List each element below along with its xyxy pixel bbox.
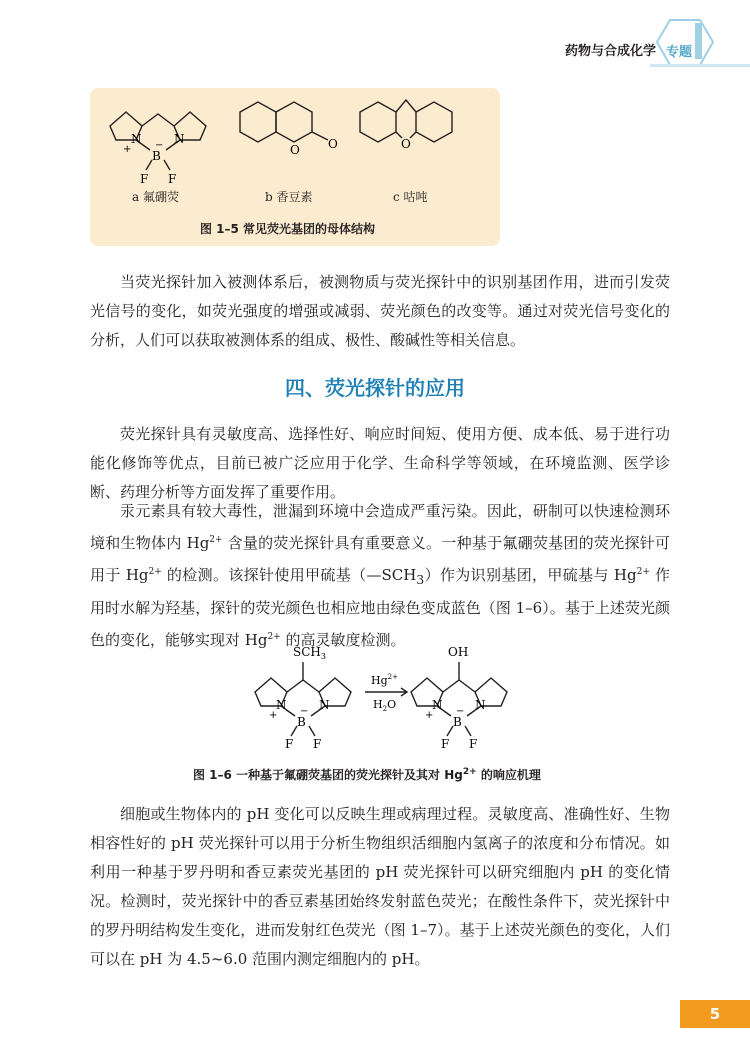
paragraph-2: 荧光探针具有灵敏度高、选择性好、响应时间短、使用方便、成本低、易于进行功能化修饰等优点，目前已被广泛应用于化学、生命科学等领域，在环境监测、医学诊断、药理分析等方面发挥了重要作用。 xyxy=(90,425,670,501)
fig6-left-f2: F xyxy=(313,737,322,751)
fig6-right-b: B xyxy=(453,715,462,729)
fig5-charge-minus: − xyxy=(155,140,164,151)
fig6-right-plus: + xyxy=(425,710,434,721)
fig5-atom-f2: F xyxy=(168,172,177,186)
fig5-coumarin-o1: O xyxy=(290,143,300,157)
fig6-substituent-oh: OH xyxy=(448,645,469,659)
fig6-right-f2: F xyxy=(469,737,478,751)
figure-1-5-structures xyxy=(90,88,500,188)
header-rule xyxy=(650,64,750,67)
figure-1-5-caption: 图 1–5 常见荧光基团的母体结构 xyxy=(200,222,376,236)
fig6-left-b: B xyxy=(297,715,306,729)
figure-1-6-caption: 图 1–6 一种基于氟硼荧基团的荧光探针及其对 $Hg^{2+}$ 的响应机理 xyxy=(193,767,541,782)
fig5-xanthene-o: O xyxy=(401,137,411,151)
fig5-label-c: c 咕吨 xyxy=(393,190,428,204)
section-heading: 四、荧光探针的应用 xyxy=(285,376,465,400)
fig6-left-plus: + xyxy=(269,710,278,721)
fig5-atom-n2: N xyxy=(174,132,185,146)
page-number: 5 xyxy=(680,1000,750,1028)
fig5-atom-f1: F xyxy=(140,172,149,186)
fig6-reagent-hg: $Hg^{2+}$ xyxy=(371,673,398,687)
paragraph-3: 汞元素具有较大毒性，泄漏到环境中会造成严重污染。因此，研制可以快速检测环境和生物体内 $Hg^{2+}$ 含量的荧光探针具有重要意义。一种基于氟硼荧基团的荧光探针可用于 $Hg^{2+}$ 的检测。该探针使用甲硫基$(—SCH_3)$作为识别基团，甲硫基与 $Hg^{2+}$ 作用时水解为羟基，探针的荧光颜色也相应地由绿色变成蓝色（图 1–6）。基于上述荧光颜色的变化，能够实现对 $Hg^{2+}$ 的高灵敏度检测。 xyxy=(90,502,671,649)
paragraph-1: 当荧光探针加入被测体系后，被测物质与荧光探针中的识别基团作用，进而引发荧光信号的变化，如荧光强度的增强或减弱、荧光颜色的改变等。通过对荧光信号变化的分析，人们可以获取被测体系的组成、极性、酸碱性等相关信息。 xyxy=(90,273,670,349)
fig6-left-minus: − xyxy=(300,706,309,717)
fig5-label-b: b 香豆素 xyxy=(265,190,313,204)
fig6-left-n1: N xyxy=(276,698,287,712)
fig6-right-f1: F xyxy=(441,737,450,751)
figure-1-6-scheme xyxy=(245,640,535,752)
header-badge: 专题 xyxy=(666,45,693,60)
paragraph-4: 细胞或生物体内的 pH 变化可以反映生理或病理过程。灵敏度高、准确性好、生物相容性好的 pH 荧光探针可以用于分析生物组织活细胞内氢离子的浓度和分布情况。如利用一种基于罗丹明和香豆素荧光基团的 pH 荧光探针可以研究细胞内 pH 的变化情况。检测时，荧光探针中的香豆素基团始终发射蓝色荧光；在酸性条件下，荧光探针中的罗丹明结构发生变化，进而发射红色荧光（图 1–7）。基于上述荧光颜色的变化，人们可以在 pH 为 4.5~6.0 范围内测定细胞内的 pH。 xyxy=(90,805,670,968)
fig5-charge-plus: + xyxy=(123,144,132,155)
fig6-substituent-sch3: $SCH_3$ xyxy=(293,645,326,661)
fig6-right-n1: N xyxy=(432,698,443,712)
fig5-atom-n1: N xyxy=(131,132,142,146)
fig6-right-n2: N xyxy=(475,698,486,712)
fig5-atom-b: B xyxy=(152,149,161,163)
fig6-left-n2: N xyxy=(319,698,330,712)
fig6-reagent-water: $H_2O$ xyxy=(373,698,397,713)
fig6-right-minus: − xyxy=(456,706,465,717)
header-title: 药物与合成化学 xyxy=(565,44,657,59)
fig5-coumarin-o2: O xyxy=(328,137,338,151)
fig6-left-f1: F xyxy=(285,737,294,751)
fig5-label-a: a 氟硼荧 xyxy=(132,190,179,204)
